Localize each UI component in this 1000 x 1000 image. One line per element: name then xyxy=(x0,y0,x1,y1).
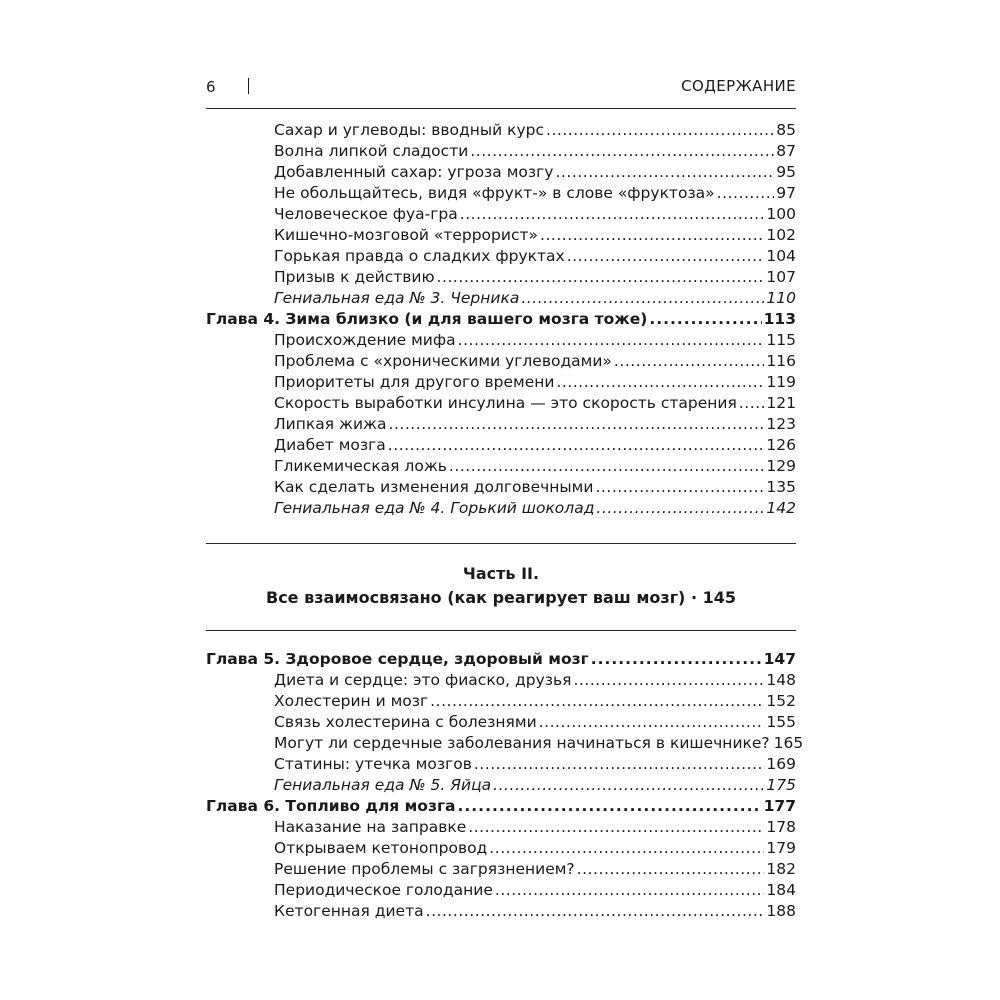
toc-entry xyxy=(206,456,796,477)
toc-entry-page: 119 xyxy=(766,373,796,391)
toc-entry-title: Диета и сердце: это фиаско, друзья xyxy=(274,671,572,689)
toc-dot-leader xyxy=(649,309,761,330)
toc-entry-page: 129 xyxy=(766,457,796,475)
toc-entry xyxy=(206,267,796,288)
toc-entry-page: 142 xyxy=(766,499,796,517)
toc-entry xyxy=(206,288,796,309)
toc-entry-title: Липкая жижа xyxy=(274,415,387,433)
toc-dot-leader xyxy=(495,880,765,901)
toc-entry-page: 178 xyxy=(766,818,796,836)
toc-entry-page: 107 xyxy=(766,268,796,286)
toc-entry xyxy=(206,880,796,901)
part-heading xyxy=(206,562,796,610)
toc-entry-page: 169 xyxy=(766,755,796,773)
toc-entry-title: Наказание на заправке xyxy=(274,818,467,836)
toc-entry-page: 135 xyxy=(766,478,796,496)
toc-entry-page: 148 xyxy=(766,671,796,689)
toc-dot-leader xyxy=(614,351,764,372)
toc-dot-leader xyxy=(460,204,765,225)
toc-entry-title: Гениальная еда № 3. Черника xyxy=(274,289,520,307)
toc-entry-page: 100 xyxy=(766,205,796,223)
toc-entry-page: 102 xyxy=(766,226,796,244)
toc-entry-page: 116 xyxy=(766,352,796,370)
toc-entry-title: Гликемическая ложь xyxy=(274,457,447,475)
toc-dot-leader xyxy=(573,670,764,691)
toc-entry-page: 123 xyxy=(766,415,796,433)
toc-entry xyxy=(206,183,796,204)
toc-entry-title: Волна липкой сладости xyxy=(274,142,469,160)
header-separator xyxy=(248,78,249,94)
toc-chapter-entry xyxy=(206,309,796,330)
toc-entry xyxy=(206,733,804,754)
toc-dot-leader xyxy=(430,691,764,712)
toc-entry-title: Решение проблемы с загрязнением? xyxy=(274,860,575,878)
toc-entry-title: Происхождение мифа xyxy=(274,331,456,349)
toc-entry-title: Как сделать изменения долговечными xyxy=(274,478,594,496)
toc-entry-title: Сахар и углеводы: вводный курс xyxy=(274,121,544,139)
toc-dot-leader xyxy=(591,649,762,670)
toc-chapter-entry xyxy=(206,796,796,817)
toc-entry-page: 110 xyxy=(766,289,796,307)
toc-dot-leader xyxy=(493,775,764,796)
toc-entry xyxy=(206,498,796,519)
toc-dot-leader xyxy=(577,859,765,880)
toc-entry-title: Гениальная еда № 4. Горький шоколад xyxy=(274,499,595,517)
toc-entry-title: Глава 6. Топливо для мозга xyxy=(206,797,456,815)
toc-entry xyxy=(206,372,796,393)
toc-entry-page: 113 xyxy=(763,310,796,328)
toc-entry-page: 115 xyxy=(766,331,796,349)
toc-entry-title: Гениальная еда № 5. Яйца xyxy=(274,776,492,794)
running-header xyxy=(206,74,796,104)
toc-entry-title: Периодическое голодание xyxy=(274,881,493,899)
toc-entry xyxy=(206,775,796,796)
toc-entry-title: Призыв к действию xyxy=(274,268,435,286)
toc-entry xyxy=(206,712,796,733)
toc-entry-page: 95 xyxy=(776,163,796,181)
toc-entry xyxy=(206,435,796,456)
toc-entry-title: Кишечно-мозговой «террорист» xyxy=(274,226,538,244)
header-rule xyxy=(206,108,796,109)
toc-entry-page: 155 xyxy=(766,713,796,731)
toc-entry-page: 87 xyxy=(776,142,796,160)
toc-entry-title: Кетогенная диета xyxy=(274,902,424,920)
toc-entry xyxy=(206,393,796,414)
part-label: Часть II. xyxy=(462,564,540,583)
toc-list-top xyxy=(206,120,796,519)
toc-entry xyxy=(206,670,796,691)
toc-entry-page: 97 xyxy=(776,184,796,202)
toc-dot-leader xyxy=(539,712,765,733)
toc-entry-page: 152 xyxy=(766,692,796,710)
toc-dot-leader xyxy=(437,267,765,288)
toc-dot-leader xyxy=(567,246,765,267)
toc-dot-leader xyxy=(474,754,765,775)
toc-dot-leader xyxy=(595,477,764,498)
toc-entry-page: 184 xyxy=(766,881,796,899)
toc-entry-title: Диабет мозга xyxy=(274,436,386,454)
toc-entry-page: 85 xyxy=(776,121,796,139)
toc-entry xyxy=(206,330,796,351)
toc-entry-title: Скорость выработки инсулина — это скорость старения xyxy=(274,394,737,412)
toc-entry xyxy=(206,120,796,141)
toc-dot-leader xyxy=(468,817,764,838)
toc-entry xyxy=(206,204,796,225)
toc-entry-title: Добавленный сахар: угроза мозгу xyxy=(274,163,554,181)
toc-entry-title: Холестерин и мозг xyxy=(274,692,429,710)
toc-entry-title: Глава 4. Зима близко (и для вашего мозга тоже) xyxy=(206,310,648,328)
toc-dot-leader xyxy=(739,393,765,414)
toc-dot-leader xyxy=(449,456,764,477)
toc-entry-page: 182 xyxy=(766,860,796,878)
toc-entry-title: Приоритеты для другого времени xyxy=(274,373,555,391)
toc-dot-leader xyxy=(596,498,764,519)
toc-entry xyxy=(206,859,796,880)
toc-chapter-entry xyxy=(206,649,796,670)
toc-entry-page: 177 xyxy=(763,797,796,815)
toc-list-bottom xyxy=(206,649,804,922)
toc-dot-leader xyxy=(717,183,775,204)
toc-entry-page: 179 xyxy=(766,839,796,857)
toc-entry xyxy=(206,351,796,372)
toc-entry xyxy=(206,817,796,838)
toc-dot-leader xyxy=(388,435,765,456)
toc-entry-title: Статины: утечка мозгов xyxy=(274,755,472,773)
toc-dot-leader xyxy=(458,796,762,817)
toc-entry xyxy=(206,162,796,183)
toc-dot-leader xyxy=(555,162,774,183)
toc-entry-title: Не обольщайтесь, видя «фрукт-» в слове «фруктоза» xyxy=(274,184,715,202)
toc-entry-title: Открываем кетонопровод xyxy=(274,839,488,857)
toc-entry xyxy=(206,246,796,267)
toc-entry xyxy=(206,477,796,498)
toc-entry xyxy=(206,754,796,775)
toc-entry-title: Человеческое фуа-гра xyxy=(274,205,458,223)
toc-entry-page: 165 xyxy=(773,734,804,752)
part-title: Все взаимосвязано (как реагирует ваш мозг) · 145 xyxy=(266,588,736,607)
toc-entry-title: Горькая правда о сладких фруктах xyxy=(274,247,565,265)
toc-entry-title: Глава 5. Здоровое сердце, здоровый мозг xyxy=(206,650,589,668)
toc-entry xyxy=(206,414,796,435)
toc-entry xyxy=(206,141,796,162)
toc-dot-leader xyxy=(489,838,764,859)
toc-dot-leader xyxy=(521,288,764,309)
toc-entry-page: 188 xyxy=(766,902,796,920)
toc-dot-leader xyxy=(470,141,774,162)
toc-entry xyxy=(206,901,796,922)
toc-entry-title: Проблема с «хроническими углеводами» xyxy=(274,352,612,370)
toc-entry-page: 147 xyxy=(763,650,796,668)
toc-entry-title: Могут ли сердечные заболевания начинаться в кишечнике? xyxy=(274,734,770,752)
toc-dot-leader xyxy=(556,372,764,393)
toc-dot-leader xyxy=(426,901,765,922)
part-divider-top xyxy=(206,543,796,544)
toc-entry xyxy=(206,691,796,712)
toc-entry xyxy=(206,838,796,859)
toc-entry-page: 126 xyxy=(766,436,796,454)
page-number: 6 xyxy=(206,78,216,96)
toc-dot-leader xyxy=(388,414,764,435)
toc-dot-leader xyxy=(458,330,765,351)
part-divider-bottom xyxy=(206,630,796,631)
toc-entry-page: 121 xyxy=(766,394,796,412)
toc-entry-page: 104 xyxy=(766,247,796,265)
toc-dot-leader xyxy=(546,120,774,141)
toc-entry xyxy=(206,225,796,246)
toc-dot-leader xyxy=(540,225,764,246)
toc-entry-title: Связь холестерина с болезнями xyxy=(274,713,537,731)
toc-entry-page: 175 xyxy=(766,776,796,794)
section-title: СОДЕРЖАНИЕ xyxy=(681,77,796,95)
